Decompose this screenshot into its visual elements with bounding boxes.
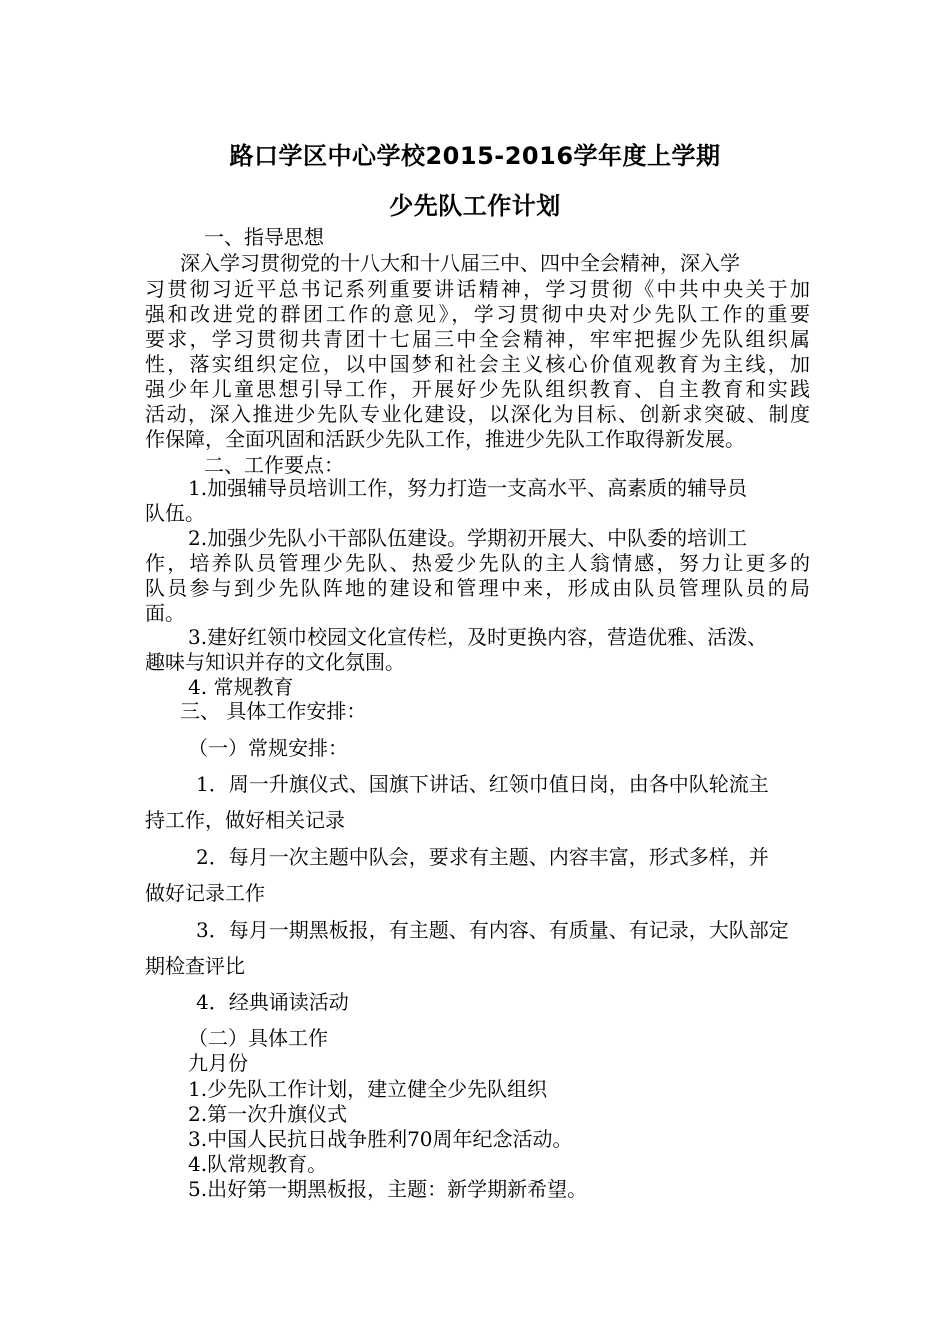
sub2-heading: （二）具体工作 [188, 1026, 328, 1050]
section1-line: 活动，深入推进少先队专业化建设，以深化为目标、创新求突破、制度 [145, 402, 810, 426]
routine-item2-line: 2．每月一次主题中队会，要求有主题、内容丰富，形式多样，并 [196, 845, 769, 869]
section1-line: 强少年儿童思想引导工作，开展好少先队组织教育、自主教育和实践 [145, 377, 810, 401]
sub1-heading: （一）常规安排： [188, 736, 348, 760]
point1-line: 1.加强辅导员培训工作，努力打造一支高水平、高素质的辅导员 [188, 476, 748, 500]
point2-line: 面。 [145, 601, 185, 625]
routine-item3-line: 3．每月一期黑板报，有主题、有内容、有质量、有记录，大队部定 [196, 918, 789, 942]
section1-line: 强和改进党的群团工作的意见》，学习贯彻中央对少先队工作的重要 [145, 302, 810, 326]
routine-item1-line: 1．周一升旗仪式、国旗下讲话、红领巾值日岗，由各中队轮流主 [196, 772, 769, 796]
point3-line: 3.建好红领巾校园文化宣传栏，及时更换内容，营造优雅、活泼、 [188, 625, 768, 649]
routine-item1-line: 持工作，做好相关记录 [145, 808, 345, 832]
point2-line: 作，培养队员管理少先队、热爱少先队的主人翁情感，努力让更多的 [145, 551, 810, 575]
point4: 4. 常规教育 [188, 675, 294, 699]
point1-line: 队伍。 [145, 501, 205, 525]
section1-heading: 一、指导思想 [204, 225, 324, 249]
document-title-line1: 路口学区中心学校2015-2016学年度上学期 [229, 142, 721, 170]
section2-heading: 二、工作要点： [204, 453, 344, 477]
september-item: 3.中国人民抗日战争胜利70周年纪念活动。 [188, 1127, 573, 1151]
routine-item4: 4．经典诵读活动 [196, 990, 349, 1014]
september-item: 2.第一次升旗仪式 [188, 1102, 348, 1126]
september-item: 5.出好第一期黑板报，主题：新学期新希望。 [188, 1177, 588, 1201]
point2-line: 队员参与到少先队阵地的建设和管理中来，形成由队员管理队员的局 [145, 576, 810, 600]
section1-line: 性，落实组织定位，以中国梦和社会主义核心价值观教育为主线，加 [145, 352, 810, 376]
document-title-line2: 少先队工作计划 [389, 192, 561, 220]
month-label: 九月份 [188, 1051, 248, 1075]
section1-line: 深入学习贯彻党的十八大和十八届三中、四中全会精神，深入学 [180, 251, 740, 275]
section1-line: 习贯彻习近平总书记系列重要讲话精神，学习贯彻《中共中央关于加 [145, 277, 810, 301]
routine-item2-line: 做好记录工作 [145, 881, 265, 905]
point2-line: 2.加强少先队小干部队伍建设。学期初开展大、中队委的培训工 [188, 526, 748, 550]
section1-line: 要求，学习贯彻共青团十七届三中全会精神，牢牢把握少先队组织属 [145, 327, 810, 351]
point3-line: 趣味与知识并存的文化氛围。 [145, 650, 405, 674]
september-item: 4.队常规教育。 [188, 1152, 328, 1176]
section1-line: 作保障，全面巩固和活跃少先队工作，推进少先队工作取得新发展。 [145, 427, 745, 451]
section3-heading: 三、 具体工作安排： [180, 699, 367, 723]
routine-item3-line: 期检查评比 [145, 954, 245, 978]
september-item: 1.少先队工作计划，建立健全少先队组织 [188, 1077, 548, 1101]
